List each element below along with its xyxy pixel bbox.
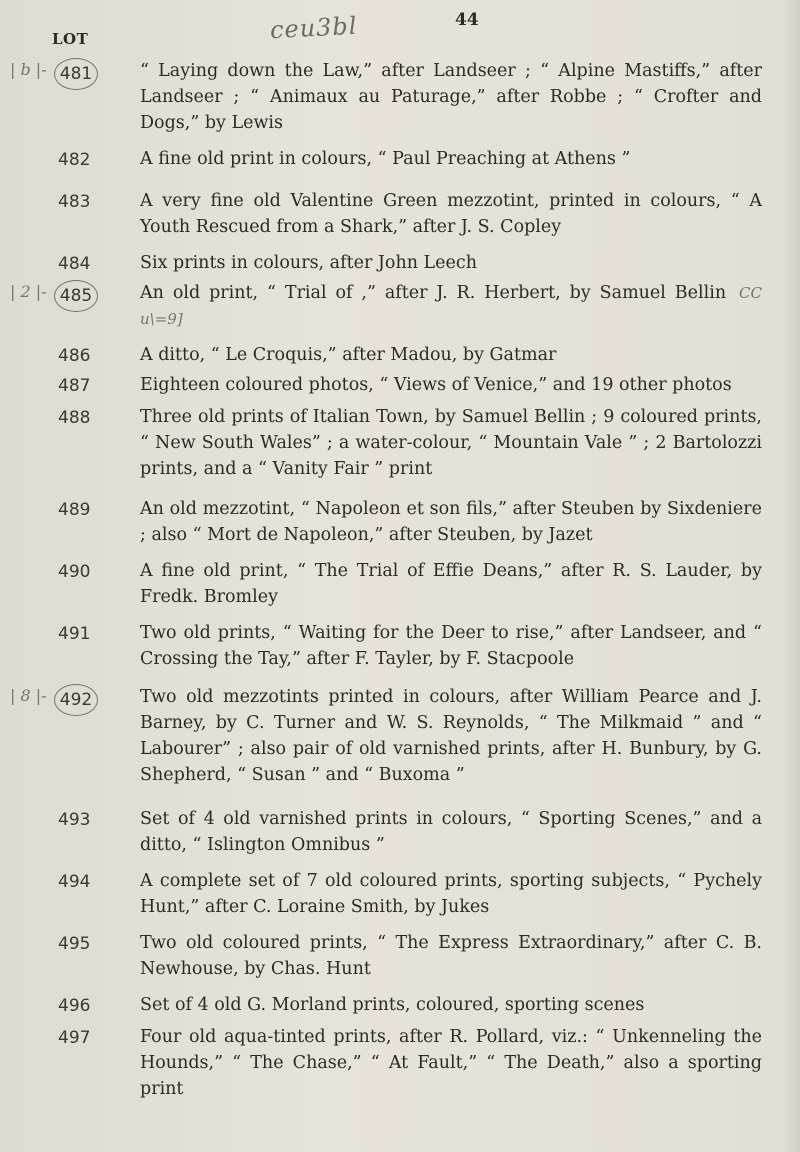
lot-number: 483: [58, 192, 91, 212]
lot-number: 484: [58, 254, 91, 274]
lot-number: 489: [58, 500, 91, 520]
lot-number: 497: [58, 1028, 91, 1048]
lot-description: Eighteen coloured photos, “ Views of Venice,” and 19 other photos: [140, 375, 732, 395]
handwritten-note: ceu3bl: [269, 11, 359, 45]
lot-column-header: LOT: [52, 30, 89, 48]
lot-number: 485: [54, 280, 98, 312]
lot-description: A ditto, “ Le Croquis,” after Madou, by Gatmar: [140, 345, 557, 365]
lot-description: A fine old print, “ The Trial of Effie Deans,” after R. S. Lauder, by Fredk. Bromley: [140, 561, 762, 607]
margin-annotation: | b |-: [10, 60, 47, 79]
lot-number: 494: [58, 872, 91, 892]
lot-number: 491: [58, 624, 91, 644]
lot-number: 487: [58, 376, 91, 396]
lot-description: An old mezzotint, “ Napoleon et son fils,” after Steuben by Sixdeniere ; also “ Mort de Napoleon,” after Steuben, by Jazet: [140, 499, 762, 545]
lot-description: Four old aqua-tinted prints, after R. Pollard, viz.: “ Unkenneling the Hounds,” “ The Chase,” “ At Fault,” “ The Death,” also a sporting print: [140, 1027, 762, 1099]
lot-number: 488: [58, 408, 91, 428]
lot-number: 486: [58, 346, 91, 366]
lot-description: Set of 4 old G. Morland prints, coloured, sporting scenes: [140, 995, 645, 1015]
lot-description: Two old coloured prints, “ The Express Extraordinary,” after C. B. Newhouse, by Chas. Hunt: [140, 933, 762, 979]
lot-number: 490: [58, 562, 91, 582]
lot-description: Two old prints, “ Waiting for the Deer to rise,” after Landseer, and “ Crossing the Tay,” after F. Tayler, by F. Stacpoole: [140, 623, 762, 669]
lot-description: Set of 4 old varnished prints in colours, “ Sporting Scenes,” and a ditto, “ Islington Omnibus ”: [140, 809, 762, 855]
lot-description: “ Laying down the Law,” after Landseer ; “ Alpine Mastiffs,” after Landseer ; “ Animaux au Paturage,” after Robbe ; “ Crofter and Dogs,” by Lewis: [140, 61, 762, 133]
scan-edge-shadow: [782, 0, 800, 1152]
handwritten-annotation: CC u\=9]: [140, 284, 762, 328]
lot-description: [140, 280, 762, 332]
page-number: 44: [455, 10, 479, 30]
lot-number: 481: [54, 58, 98, 90]
lot-description: A complete set of 7 old coloured prints, sporting subjects, “ Pychely Hunt,” after C. Loraine Smith, by Jukes: [140, 871, 762, 917]
lot-number: 496: [58, 996, 91, 1016]
lot-description: Six prints in colours, after John Leech: [140, 253, 477, 273]
lot-description: A very fine old Valentine Green mezzotint, printed in colours, “ A Youth Rescued from a Shark,” after J. S. Copley: [140, 191, 762, 237]
lot-number: 482: [58, 150, 91, 170]
margin-annotation: | 2 |-: [10, 282, 47, 301]
lot-description: Two old mezzotints printed in colours, after William Pearce and J. Barney, by C. Turner and W. S. Reynolds, “ The Milkmaid ” and “ Labourer” ; also pair of old varnished prints, after H. Bunbury, by G. Shepherd, “ Susan ” and “ Buxoma ”: [140, 687, 762, 785]
margin-annotation: | 8 |-: [10, 686, 47, 705]
lot-description: Three old prints of Italian Town, by Samuel Bellin ; 9 coloured prints, “ New South Wales” ; a water-colour, “ Mountain Vale ” ; 2 Bartolozzi prints, and a “ Vanity Fair ” print: [140, 407, 762, 479]
lot-number: 493: [58, 810, 91, 830]
lot-number: 495: [58, 934, 91, 954]
lot-description: A fine old print in colours, “ Paul Preaching at Athens ”: [140, 149, 631, 169]
lot-description-text: An old print, “ Trial of ,” after J. R. Herbert, by Samuel Bellin: [140, 283, 727, 303]
lot-number: 492: [54, 684, 98, 716]
